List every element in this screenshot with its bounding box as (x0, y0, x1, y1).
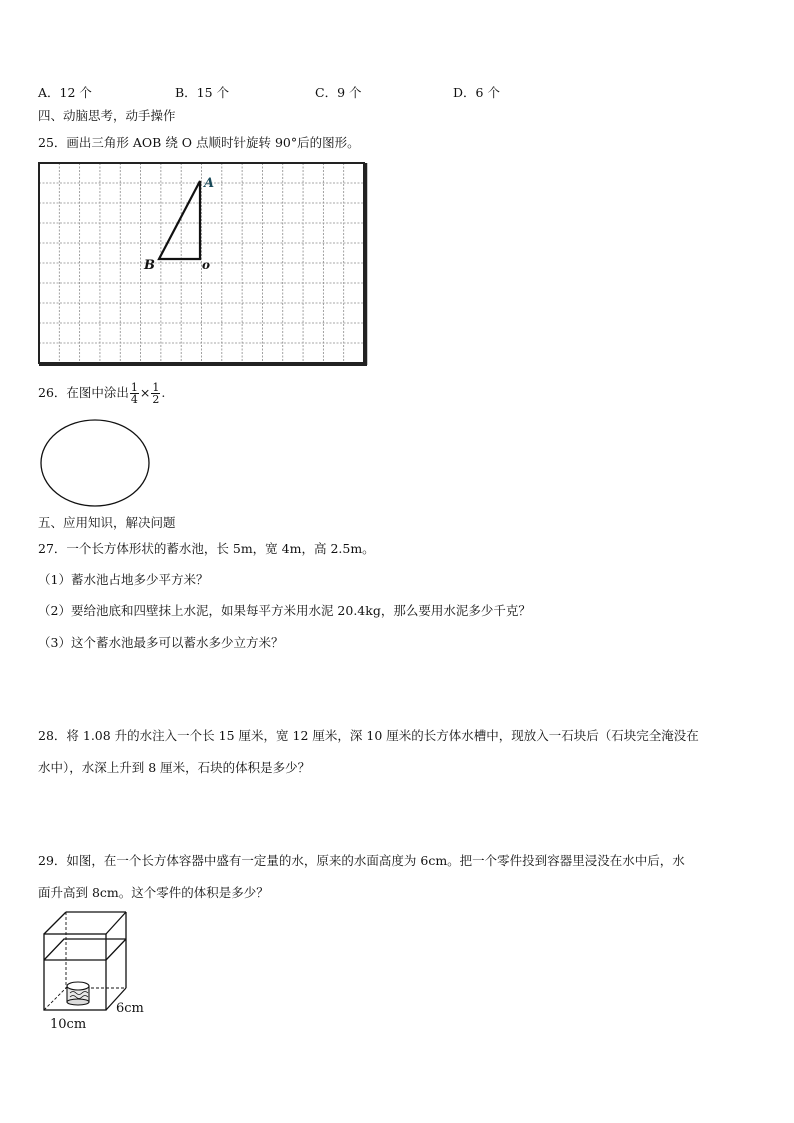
q26-suffix: . (161, 385, 166, 400)
fraction-one-quarter (130, 382, 139, 405)
times-sign: × (139, 385, 151, 400)
q26-circle-figure (38, 418, 154, 510)
choice-c: C．9 个 (315, 85, 362, 100)
q27-sub1: （1）蓄水池占地多少平方米？ (38, 572, 209, 587)
q27-sub2: （2）要给池底和四壁抹上水泥，如果每平方米用水泥 20.4kg，那么要用水泥多少千克？ (38, 603, 531, 618)
submerged-part (67, 982, 89, 1005)
frac1-numerator: 1 (130, 381, 138, 394)
label-b: B (144, 258, 155, 273)
q29-container-figure (36, 906, 156, 1034)
section4-title: 四、动脑思考，动手操作 (38, 108, 176, 123)
choice-a: A．12 个 (38, 85, 92, 100)
choice-d: D．6 个 (453, 85, 500, 100)
water-surface (44, 939, 126, 960)
frac1-denominator: 4 (130, 393, 138, 406)
fraction-one-half (151, 382, 160, 405)
q29-line2: 面升高到 8cm。这个零件的体积是多少？ (38, 885, 269, 900)
q28-line1: 28．将 1.08 升的水注入一个长 15 厘米，宽 12 厘米，深 10 厘米的长方体水槽中，现放入一石块后（石块完全淹没在 (38, 728, 699, 743)
label-o: o (202, 258, 211, 272)
frac2-denominator: 2 (152, 393, 160, 406)
label-a: A (204, 176, 215, 191)
q27-sub3: （3）这个蓄水池最多可以蓄水多少立方米？ (38, 635, 284, 650)
q28-line2: 水中），水深上升到 8 厘米，石块的体积是多少？ (38, 760, 311, 775)
choice-b: B．15 个 (175, 85, 230, 100)
q26-text (38, 380, 165, 406)
q26-prefix: 26．在图中涂出 (38, 385, 129, 400)
q27-text: 27．一个长方体形状的蓄水池，长 5m，宽 4m，高 2.5m。 (38, 541, 375, 556)
q25-text: 25．画出三角形 AOB 绕 O 点顺时针旋转 90°后的图形。 (38, 135, 360, 150)
triangle-aob (159, 181, 200, 259)
hidden-edge-depth (44, 988, 66, 1010)
q29-line1: 29．如图，在一个长方体容器中盛有一定量的水，原来的水面高度为 6cm。把一个零件投到容器里浸没在水中后，水 (38, 853, 685, 868)
label-width-6cm: 6cm (116, 1001, 144, 1016)
q25-grid-figure (37, 161, 369, 366)
section5-title: 五、应用知识，解决问题 (38, 515, 176, 530)
circle-shape (41, 420, 149, 506)
label-length-10cm: 10cm (50, 1017, 87, 1032)
frac2-numerator: 1 (152, 381, 160, 394)
